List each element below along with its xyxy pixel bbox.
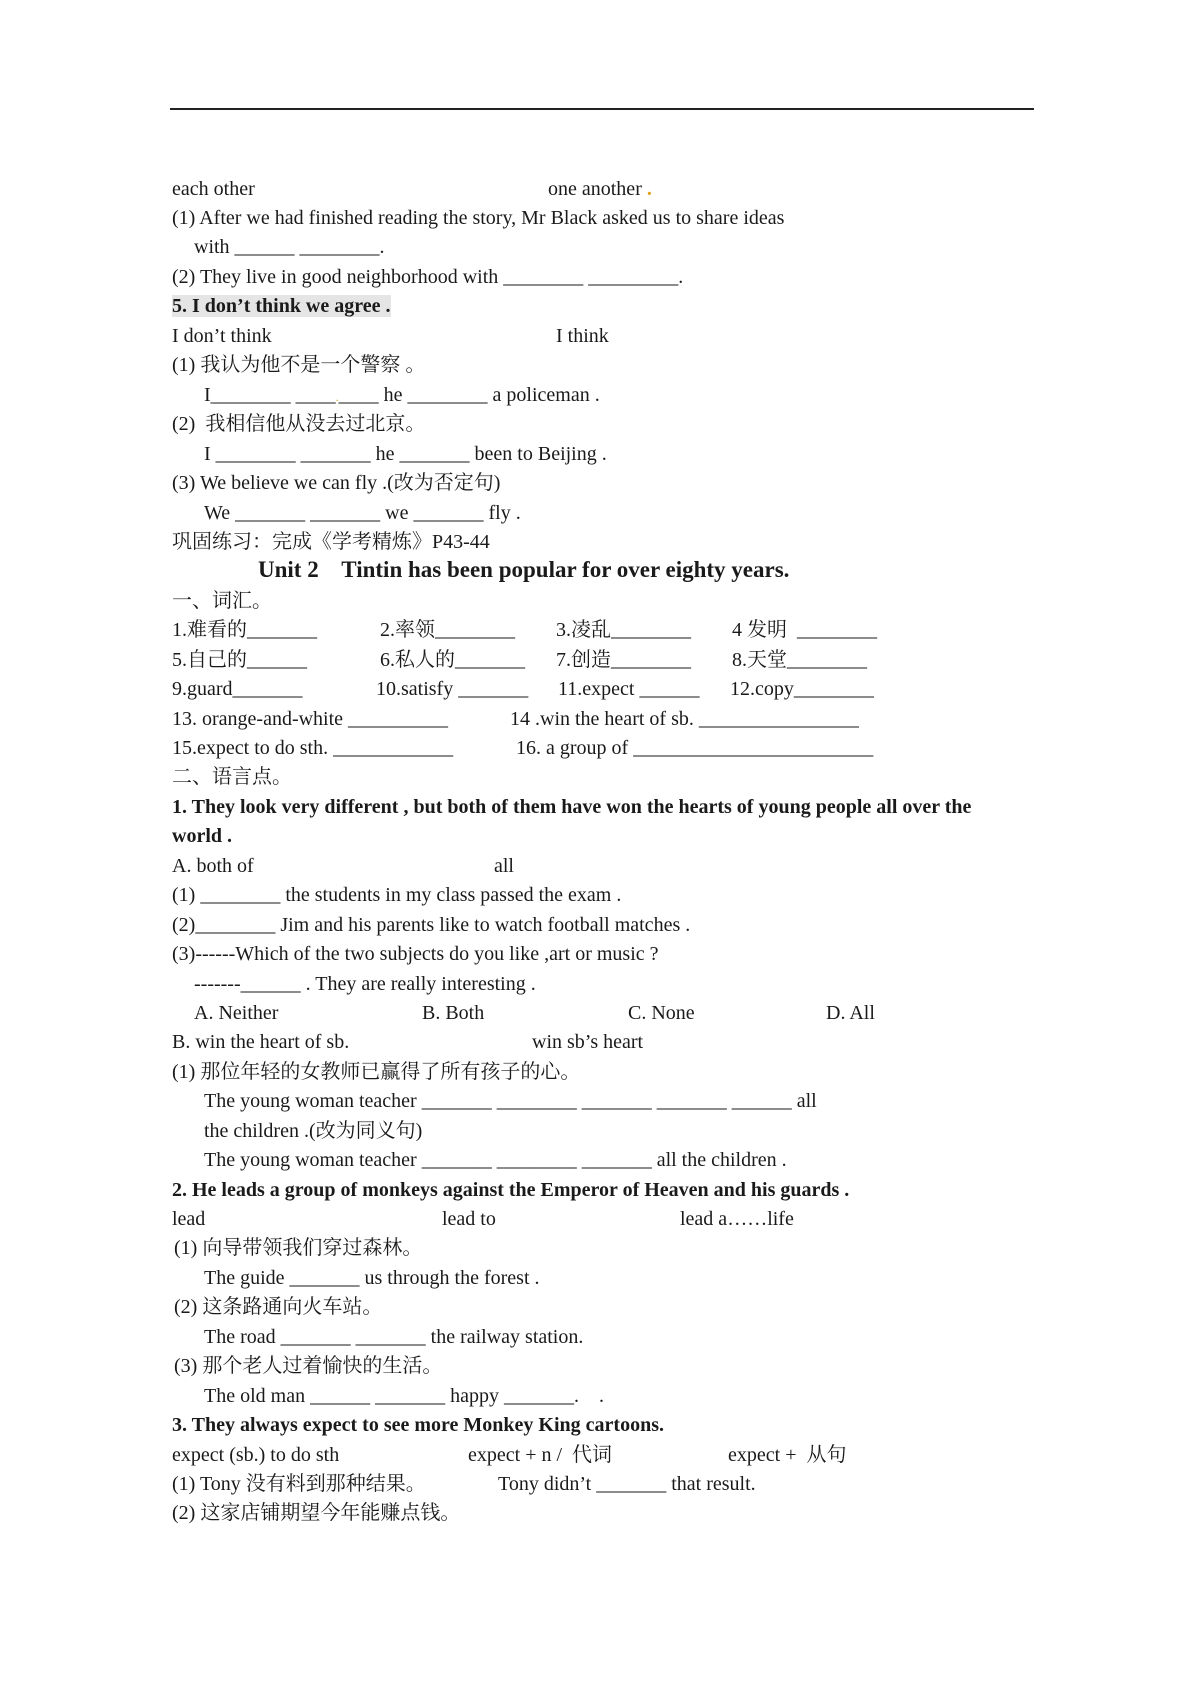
point-1-line-1: 1. They look very different , but both of them have won the hearts of young people all over the (172, 796, 972, 818)
vocab-heading: 一、词汇。 (172, 590, 272, 612)
vocab-item-7: 7.创造________ (556, 649, 691, 671)
point-3-q1-cn: (1) Tony 没有料到那种结果。 (172, 1473, 426, 1495)
vocab-item-10: 10.satisfy _______ (376, 678, 529, 700)
point-2-q3-cn: (3) 那个老人过着愉快的生活。 (174, 1355, 443, 1377)
phrase-lead-a-life: lead a……life (680, 1208, 794, 1230)
question-5-3-en: We _______ _______ we _______ fly . (204, 502, 521, 524)
question-4-2: (2) They live in good neighborhood with ________ _________. (172, 266, 684, 288)
vocab-item-8: 8.天堂________ (732, 649, 867, 671)
question-5-1-cn: (1) 我认为他不是一个警察 。 (172, 354, 426, 376)
point-1-a-all: all (494, 855, 514, 877)
vocab-item-9: 9.guard_______ (172, 678, 303, 700)
phrase-i-dont-think: I don’t think (172, 325, 272, 347)
point-1-b-right: win sb’s heart (532, 1031, 644, 1053)
point-1-b-label: B. win the heart of sb. (172, 1031, 350, 1053)
vocab-item-15: 15.expect to do sth. ____________ (172, 737, 454, 759)
point-1-a-q3-answer: -------______ . They are really interesting . (194, 973, 536, 995)
point-2-q2-en: The road _______ _______ the railway station. (204, 1326, 584, 1348)
vocab-item-14: 14 .win the heart of sb. ________________ (510, 708, 859, 730)
question-5-3: (3) We believe we can fly .(改为否定句) (172, 472, 501, 494)
phrase-each-other: each other (172, 178, 255, 200)
point-3-heading: 3. They always expect to see more Monkey King cartoons. (172, 1414, 664, 1436)
option-a: A. Neither (194, 1002, 279, 1024)
point-1-b-q1-en2: the children .(改为同义句) (204, 1120, 423, 1142)
point-1-a-label: A. both of (172, 855, 254, 877)
point-1-line-2: world . (172, 825, 232, 847)
point-3-q1-en: Tony didn’t _______ that result. (498, 1473, 756, 1495)
question-5-2-en: I ________ _______ he _______ been to Beijing . (204, 443, 607, 465)
point-1-b-q1-cn: (1) 那位年轻的女教师已赢得了所有孩子的心。 (172, 1061, 581, 1083)
vocab-item-3: 3.凌乱________ (556, 619, 691, 641)
question-4-1: (1) After we had finished reading the story, Mr Black asked us to share ideas (172, 207, 785, 229)
unit-title: Unit 2 Tintin has been popular for over eighty years. (258, 557, 790, 582)
option-b: B. Both (422, 1002, 485, 1024)
vocab-item-12: 12.copy________ (730, 678, 874, 700)
vocab-item-16: 16. a group of ________________________ (516, 737, 874, 759)
vocab-item-6: 6.私人的_______ (380, 649, 525, 671)
phrase-lead: lead (172, 1208, 206, 1230)
point-1-a-q1: (1) ________ the students in my class passed the exam . (172, 884, 622, 906)
point-2-q3-en: The old man ______ _______ happy _______. . (204, 1385, 604, 1407)
phrase-expect-clause: expect + 从句 (728, 1444, 847, 1466)
vocab-item-1: 1.难看的_______ (172, 619, 317, 641)
vocab-item-13: 13. orange-and-white __________ (172, 708, 449, 730)
point-2-q1-cn: (1) 向导带领我们穿过森林。 (174, 1237, 423, 1259)
phrase-expect-to-do: expect (sb.) to do sth (172, 1444, 340, 1466)
point-1-b-q1-en: The young woman teacher _______ ________ _______ _______ ______ all (204, 1090, 817, 1112)
consolidation-note: 巩固练习：完成《学考精炼》P43-44 (172, 531, 490, 553)
vocab-item-2: 2.率领________ (380, 619, 515, 641)
language-heading: 二、语言点。 (172, 766, 292, 788)
vocab-item-11: 11.expect ______ (558, 678, 700, 700)
section-5-heading: 5. I don’t think we agree . (172, 295, 391, 317)
point-1-b-q1-en3: The young woman teacher _______ ________ _______ all the children . (204, 1149, 787, 1171)
phrase-i-think: I think (556, 325, 609, 347)
point-2-q1-en: The guide _______ us through the forest . (204, 1267, 540, 1289)
option-d: D. All (826, 1002, 875, 1024)
point-1-a-q3: (3)------Which of the two subjects do you like ,art or music ? (172, 943, 659, 965)
phrase-lead-to: lead to (442, 1208, 496, 1230)
question-5-2-cn: (2) 我相信他从没去过北京。 (172, 413, 426, 435)
point-3-q2-cn: (2) 这家店铺期望今年能赚点钱。 (172, 1502, 461, 1524)
question-4-1-cont: with ______ ________. (194, 236, 385, 258)
header-rule (170, 108, 1034, 110)
option-c: C. None (628, 1002, 695, 1024)
phrase-one-another: one another . (548, 178, 652, 200)
question-5-1-en: I________ ____.____ he ________ a policeman . (204, 384, 600, 406)
point-2-heading: 2. He leads a group of monkeys against the Emperor of Heaven and his guards . (172, 1179, 850, 1201)
vocab-item-5: 5.自己的______ (172, 649, 307, 671)
phrase-expect-n: expect + n / 代词 (468, 1444, 613, 1466)
vocab-item-4: 4 发明 ________ (732, 619, 877, 641)
point-2-q2-cn: (2) 这条路通向火车站。 (174, 1296, 383, 1318)
point-1-a-q2: (2)________ Jim and his parents like to watch football matches . (172, 914, 691, 936)
